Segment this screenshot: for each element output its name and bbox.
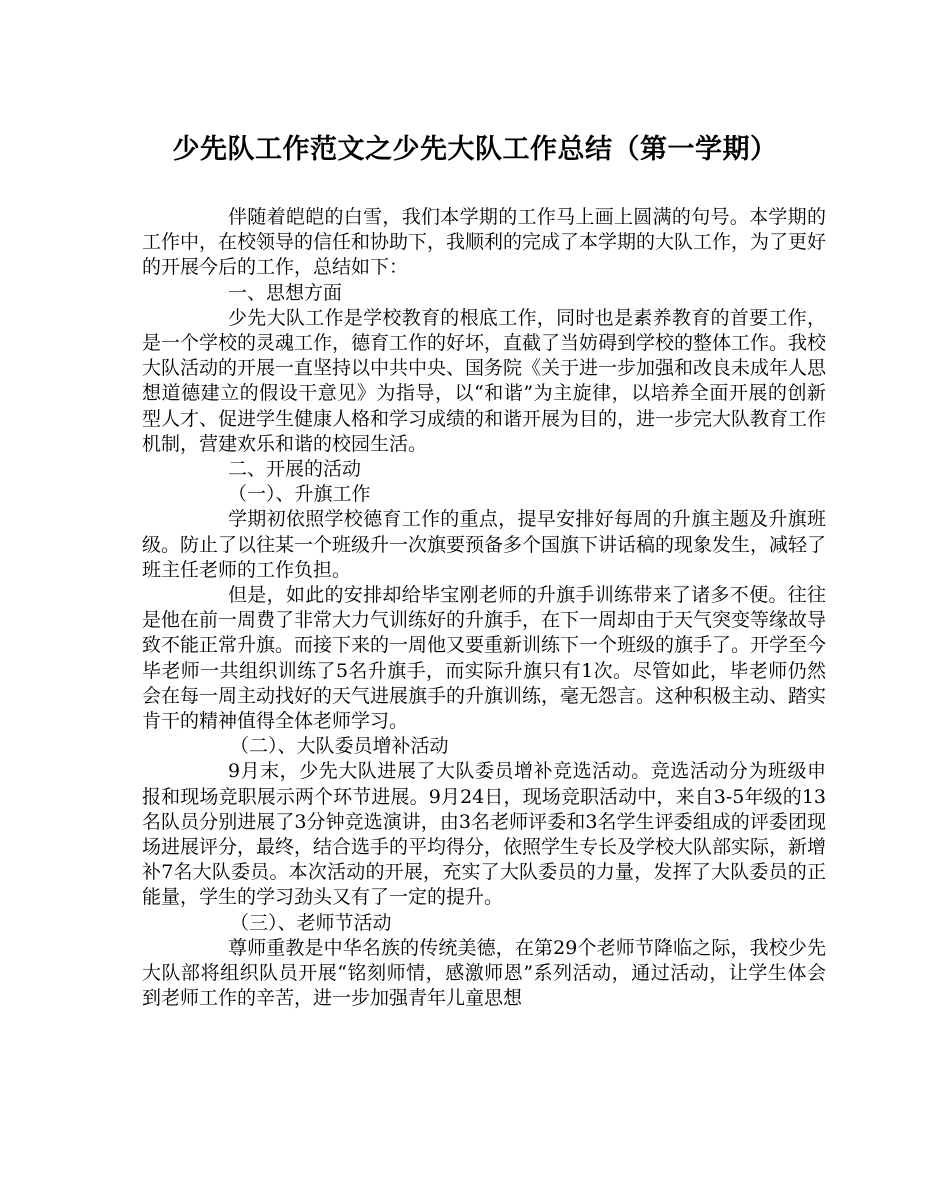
- body-paragraph: 尊师重教是中华名族的传统美德，在第29个老师节降临之际，我校少先大队部将组织队员开展“铭刻师情，感激师恩”系列活动，通过活动，让学生体会到老师工作的辛苦，进一步加强青年儿童思想: [142, 936, 826, 1010]
- body-paragraph: 但是，如此的安排却给毕宝刚老师的升旗手训练带来了诸多不便。往往是他在前一周费了非常大力气训练好的升旗手，在下一周却由于天气突变等缘故导致不能正常升旗。而接下来的一周他又要重新训练下一个班级的旗手了。开学至今毕老师一共组织训练了5名升旗手，而实际升旗只有1次。尽管如此，毕老师仍然会在每一周主动找好的天气进展旗手的升旗训练，毫无怨言。这种积极主动、踏实肯干的精神值得全体老师学习。: [142, 584, 827, 733]
- subsection-heading: （二）、大队委员增补活动: [230, 735, 449, 758]
- document-body: [142, 205, 826, 1012]
- section-heading: （一）、升旗工作: [228, 483, 371, 506]
- body-paragraph: 伴随着皑皑的白雪，我们本学期的工作马上画上圆满的句号。本学期的工作中，在校领导的信任和协助下，我顺利的完成了本学期的大队工作，为了更好的开展今后的工作，总结如下：: [142, 206, 827, 279]
- section-heading: 一、思想方面: [228, 281, 343, 304]
- body-paragraph: 9月末，少先大队进展了大队委员增补竞选活动。竞选活动分为班级申报和现场竞职展示两个环节进展。9月24日，现场竞职活动中，来自3-5年级的13名队员分别进展了3分钟竞选演讲，由3名老师评委和3名学生评委组成的评委团现场进展评分，最终，结合选手的平均得分，依照学生专长及学校大队部实际，新增补7名大队委员。本次活动的开展，充实了大队委员的力量，发挥了大队委员的正能量，学生的学习劲头又有了一定的提升。: [142, 760, 827, 909]
- subsection-heading: （三）、老师节活动: [230, 911, 392, 934]
- body-paragraph: 少先大队工作是学校教育的根底工作，同时也是素养教育的首要工作，是一个学校的灵魂工作，德育工作的好坏，直截了当妨碍到学校的整体工作。我校大队活动的开展一直坚持以中共中央、国务院《关于进一步加强和改良未成年人思想道德建立的假设干意见》为指导，以“和谐”为主旋律，以培养全面开展的创新型人才、促进学生健康人格和学习成绩的和谐开展为目的，进一步完大队教育工作机制，营建欢乐和谐的校园生活。: [142, 306, 827, 455]
- body-paragraph: 学期初依照学校德育工作的重点，提早安排好每周的升旗主题及升旗班级。防止了以往某一个班级升一次旗要预备多个国旗下讲话稿的现象发生，减轻了班主任老师的工作负担。: [142, 508, 827, 581]
- section-heading: 二、开展的活动: [228, 458, 362, 481]
- document-title: 少先队工作范文之少先大队工作总结（第一学期）: [172, 134, 778, 165]
